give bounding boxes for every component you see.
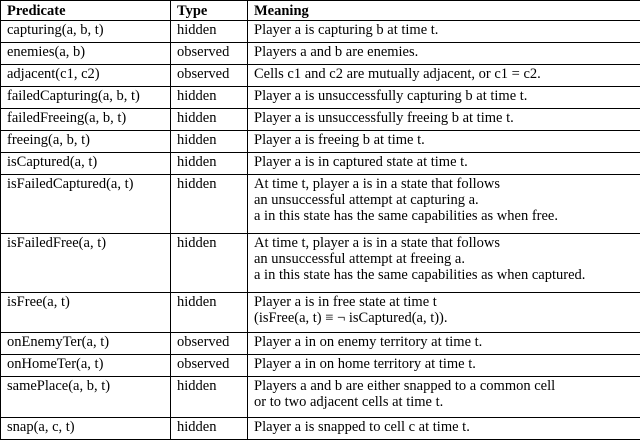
meaning-line: Player a is in captured state at time t. (254, 153, 468, 170)
meaning-cell (248, 333, 640, 355)
predicate-cell: failedCapturing(a, b, t) (1, 86, 171, 108)
predicate-cell: isFree(a, t) (1, 292, 171, 333)
meaning-cell (248, 417, 640, 439)
table-row (1, 130, 640, 152)
type-cell: hidden (171, 152, 248, 174)
type-cell: hidden (171, 292, 248, 333)
meaning-cell (248, 377, 640, 418)
meaning-cell (248, 233, 640, 292)
predicate-cell: failedFreeing(a, b, t) (1, 108, 171, 130)
meaning-line: Players a and b are either snapped to a common cell (254, 378, 556, 395)
predicate-cell: onHomeTer(a, t) (1, 355, 171, 377)
meaning-line: Player a is capturing b at time t. (254, 22, 439, 38)
header-meaning: Meaning (248, 1, 640, 21)
meaning-line: or to two adjacent cells at time t. (254, 394, 444, 411)
type-cell: hidden (171, 86, 248, 108)
meaning-line: a in this state has the same capabilities as when free. (254, 207, 558, 224)
type-cell: observed (171, 333, 248, 355)
meaning-line: Player a is freeing b at time t. (254, 131, 425, 148)
type-cell: hidden (171, 233, 248, 292)
predicate-cell: enemies(a, b) (1, 42, 171, 64)
meaning-line: Player a in on enemy territory at time t. (254, 334, 483, 351)
meaning-cell (248, 42, 640, 64)
table-row (1, 333, 640, 355)
type-cell: observed (171, 355, 248, 377)
meaning-cell (248, 355, 640, 377)
meaning-line: an unsuccessful attempt at freeing a. (254, 250, 465, 267)
meaning-line: Player a is unsuccessfully freeing b at time t. (254, 109, 514, 126)
meaning-line: At time t, player a is in a state that follows (254, 234, 501, 251)
type-cell: hidden (171, 417, 248, 439)
predicate-cell: samePlace(a, b, t) (1, 377, 171, 418)
table-row (1, 233, 640, 292)
header-type: Type (171, 1, 248, 21)
meaning-cell (248, 86, 640, 108)
meaning-line: Players a and b are enemies. (254, 43, 419, 60)
table-row (1, 174, 640, 233)
predicate-cell: isCaptured(a, t) (1, 152, 171, 174)
type-cell: hidden (171, 174, 248, 233)
predicate-cell: isFailedFree(a, t) (1, 233, 171, 292)
table-row (1, 377, 640, 418)
table-row (1, 42, 640, 64)
predicate-cell: adjacent(c1, c2) (1, 64, 171, 86)
meaning-line: Player a is unsuccessfully capturing b at time t. (254, 87, 528, 104)
meaning-line: a in this state has the same capabilities as when captured. (254, 266, 586, 283)
meaning-line: At time t, player a is in a state that follows (254, 175, 501, 192)
meaning-line: Player a is in free state at time t (254, 293, 437, 310)
predicate-cell: isFailedCaptured(a, t) (1, 174, 171, 233)
header-predicate: Predicate (1, 1, 171, 21)
table-row (1, 417, 640, 439)
table-row (1, 152, 640, 174)
predicate-cell: snap(a, c, t) (1, 417, 171, 439)
type-cell: hidden (171, 21, 248, 43)
predicate-cell: onEnemyTer(a, t) (1, 333, 171, 355)
type-cell: observed (171, 64, 248, 86)
table-row (1, 292, 640, 333)
meaning-line: Player a is snapped to cell c at time t. (254, 418, 470, 435)
meaning-cell (248, 21, 640, 43)
meaning-line: (isFree(a, t) ≡ ¬ isCaptured(a, t)). (254, 309, 448, 326)
meaning-cell (248, 108, 640, 130)
table-row (1, 64, 640, 86)
meaning-cell (248, 64, 640, 86)
table-row (1, 108, 640, 130)
predicate-cell: capturing(a, b, t) (1, 21, 171, 43)
table-row (1, 86, 640, 108)
meaning-line: an unsuccessful attempt at capturing a. (254, 191, 479, 208)
meaning-line: Cells c1 and c2 are mutually adjacent, or c1 = c2. (254, 65, 541, 82)
meaning-cell (248, 174, 640, 233)
header-row (1, 1, 640, 21)
meaning-cell (248, 152, 640, 174)
meaning-line: Player a in on home territory at time t. (254, 356, 476, 373)
table-row (1, 355, 640, 377)
type-cell: hidden (171, 130, 248, 152)
predicate-cell: freeing(a, b, t) (1, 130, 171, 152)
type-cell: observed (171, 42, 248, 64)
meaning-cell (248, 292, 640, 333)
table-row (1, 21, 640, 43)
type-cell: hidden (171, 108, 248, 130)
meaning-cell (248, 130, 640, 152)
type-cell: hidden (171, 377, 248, 418)
